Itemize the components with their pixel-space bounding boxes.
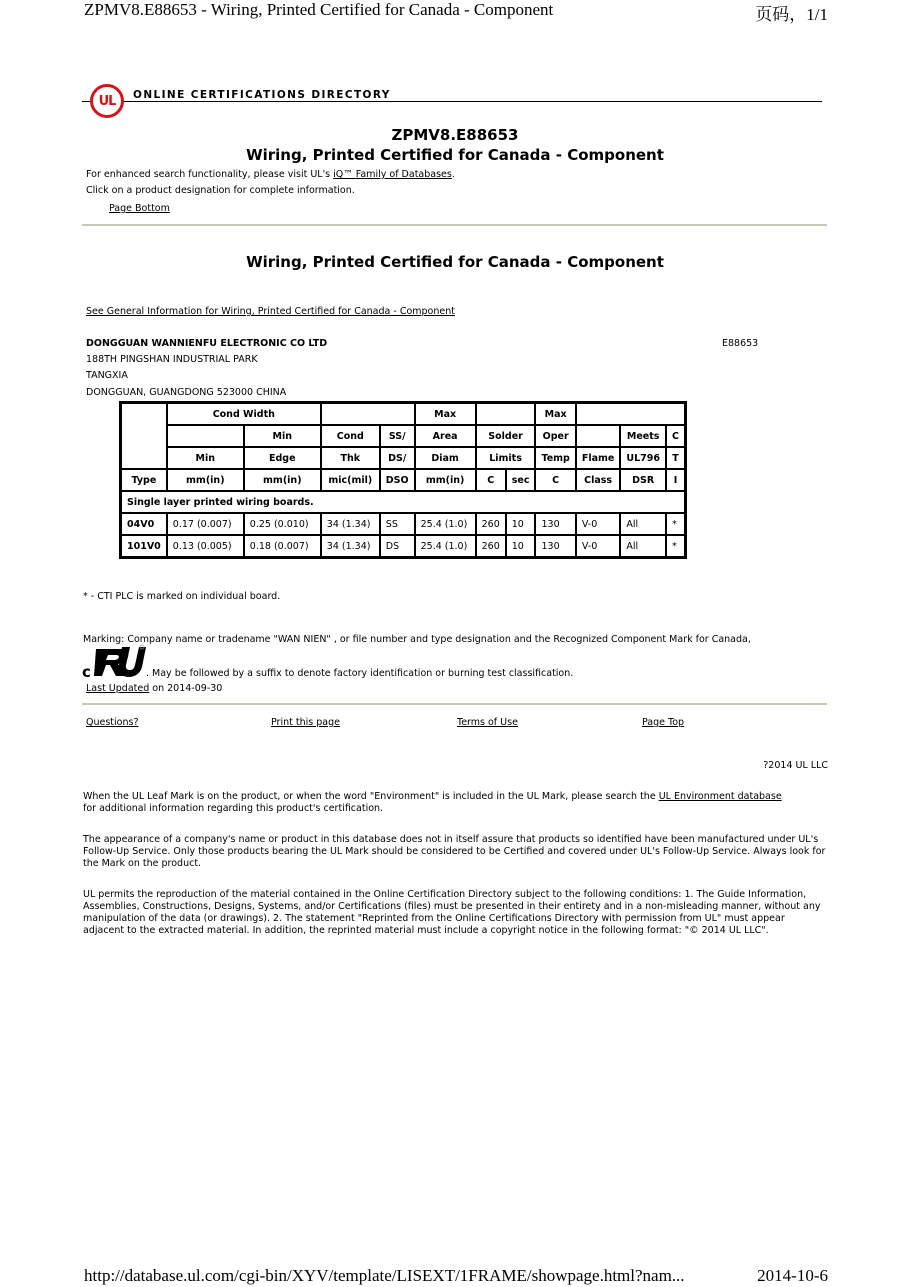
section-title: Wiring, Printed Certified for Canada - Component bbox=[246, 253, 664, 271]
solder-c-cell: 260 bbox=[476, 535, 506, 557]
print-footer-url: http://database.ul.com/cgi-bin/XYV/template/LISEXT/1FRAME/showpage.html?nam... bbox=[84, 1266, 685, 1285]
general-info-link[interactable]: See General Information for Wiring, Printed Certified for Canada - Component bbox=[86, 306, 455, 317]
header-row-1 bbox=[121, 403, 685, 425]
header-cell: Meets bbox=[620, 425, 666, 447]
marking-suffix-text: . May be followed by a suffix to denote factory identification or burning test classification. bbox=[146, 668, 574, 679]
last-updated-link[interactable]: Last Updated bbox=[86, 683, 150, 694]
copyright: ?2014 UL LLC bbox=[763, 760, 828, 771]
print-footer-date: 2014-10-6 bbox=[757, 1266, 828, 1285]
ul-logo-text: UL bbox=[98, 93, 116, 109]
max-area-cell: 25.4 (1.0) bbox=[415, 513, 476, 535]
print-page-link[interactable]: Print this page bbox=[271, 717, 340, 728]
environment-note-suffix: for additional information regarding this product's certification. bbox=[83, 803, 384, 814]
flame-class-cell: V-0 bbox=[576, 513, 621, 535]
page-bottom-link[interactable]: Page Bottom bbox=[109, 203, 170, 214]
header-cell: C bbox=[535, 469, 575, 491]
svg-text:c: c bbox=[82, 663, 91, 679]
cti-cell: * bbox=[666, 513, 685, 535]
type-cell[interactable]: 04V0 bbox=[121, 513, 167, 535]
specifications-table bbox=[119, 401, 687, 559]
environment-note-text: When the UL Leaf Mark is on the product, or when the word "Environment" is included in the UL Mark, please search the bbox=[83, 791, 659, 802]
header-blank bbox=[167, 425, 244, 447]
header-max: Max bbox=[535, 403, 575, 425]
category-code: ZPMV8.E88653 bbox=[391, 126, 519, 144]
search-note-suffix: . bbox=[451, 169, 455, 180]
header-cell: C bbox=[476, 469, 506, 491]
header-cell: mm(in) bbox=[415, 469, 476, 491]
appearance-disclaimer: The appearance of a company's name or product in this database does not in itself assure that products so identified have been manufactured under UL's Follow-Up Service. Only those products bearing the UL Mark should be considered to be Certified and covered under UL's Follow-Up Service. Always look for the Mark on the product. bbox=[83, 834, 826, 869]
header-row-4 bbox=[121, 469, 685, 491]
ul796-cell: All bbox=[620, 535, 666, 557]
max-area-cell: 25.4 (1.0) bbox=[415, 535, 476, 557]
header-blank bbox=[576, 425, 621, 447]
header-row-3 bbox=[121, 447, 685, 469]
ss-ds-cell: SS bbox=[380, 513, 415, 535]
header-cell: Oper bbox=[535, 425, 575, 447]
header-cell: DSO bbox=[380, 469, 415, 491]
table-row bbox=[121, 535, 685, 557]
cti-cell: * bbox=[666, 535, 685, 557]
header-cell: Limits bbox=[476, 447, 536, 469]
divider bbox=[82, 703, 827, 705]
ul796-cell: All bbox=[620, 513, 666, 535]
directory-title: ONLINE CERTIFICATIONS DIRECTORY bbox=[133, 89, 391, 101]
ul-environment-database-link[interactable]: UL Environment database bbox=[658, 791, 782, 802]
header-blank bbox=[321, 403, 415, 425]
header-cell: Temp bbox=[535, 447, 575, 469]
solder-sec-cell: 10 bbox=[506, 535, 536, 557]
search-note-prefix: For enhanced search functionality, please visit UL's bbox=[86, 169, 334, 180]
header-cell: Thk bbox=[321, 447, 380, 469]
header-cell: C bbox=[666, 425, 685, 447]
company-name: DONGGUAN WANNIENFU ELECTRONIC CO LTD bbox=[86, 338, 328, 349]
environment-note bbox=[83, 791, 828, 815]
company-address-1: 188TH PINGSHAN INDUSTRIAL PARK bbox=[86, 354, 258, 365]
marking-text: Marking: Company name or tradename "WAN NIEN" , or file number and type designation and the Recognized Component Mark for Canada, bbox=[83, 634, 751, 645]
table-row bbox=[121, 513, 685, 535]
header-cell: Type bbox=[121, 469, 167, 491]
header-cell: Class bbox=[576, 469, 621, 491]
ul-logo-icon bbox=[90, 84, 124, 118]
type-cell[interactable]: 101V0 bbox=[121, 535, 167, 557]
page-top-link[interactable]: Page Top bbox=[642, 717, 685, 728]
max-oper-cell: 130 bbox=[535, 535, 575, 557]
print-header-title: ZPMV8.E88653 - Wiring, Printed Certified for Canada - Component bbox=[84, 0, 554, 19]
group-label: Single layer printed wiring boards. bbox=[121, 491, 685, 513]
solder-sec-cell: 10 bbox=[506, 513, 536, 535]
print-header bbox=[84, 0, 828, 24]
header-cell: sec bbox=[506, 469, 536, 491]
header-cell: Min bbox=[244, 425, 321, 447]
header-cell: I bbox=[666, 469, 685, 491]
header-cell: Edge bbox=[244, 447, 321, 469]
cond-thk-cell: 34 (1.34) bbox=[321, 535, 380, 557]
min-edge-cell: 0.25 (0.010) bbox=[244, 513, 321, 535]
terms-of-use-link[interactable]: Terms of Use bbox=[457, 717, 518, 728]
header-cond-width: Cond Width bbox=[167, 403, 321, 425]
header-cell: Solder bbox=[476, 425, 536, 447]
company-address-3: DONGGUAN, GUANGDONG 523000 CHINA bbox=[86, 387, 287, 398]
header-max: Max bbox=[415, 403, 476, 425]
footnote: * - CTI PLC is marked on individual board. bbox=[83, 591, 281, 602]
directory-header bbox=[82, 84, 822, 124]
header-cell: mm(in) bbox=[244, 469, 321, 491]
header-cell: Diam bbox=[415, 447, 476, 469]
header-rule bbox=[82, 101, 822, 102]
click-instruction: Click on a product designation for complete information. bbox=[86, 185, 355, 196]
header-cell: Cond bbox=[321, 425, 380, 447]
divider bbox=[82, 224, 827, 226]
page-title: Wiring, Printed Certified for Canada - Component bbox=[246, 146, 664, 164]
header-cell: Area bbox=[415, 425, 476, 447]
header-cell: DSR bbox=[620, 469, 666, 491]
solder-c-cell: 260 bbox=[476, 513, 506, 535]
min-width-cell: 0.17 (0.007) bbox=[167, 513, 244, 535]
header-cell: Flame bbox=[576, 447, 621, 469]
last-updated bbox=[86, 683, 222, 694]
cru-recognized-mark-icon bbox=[82, 643, 146, 679]
ss-ds-cell: DS bbox=[380, 535, 415, 557]
header-row-2 bbox=[121, 425, 685, 447]
print-page-number: 页码，1/1 bbox=[755, 5, 828, 24]
group-row bbox=[121, 491, 685, 513]
header-blank bbox=[476, 403, 536, 425]
cond-thk-cell: 34 (1.34) bbox=[321, 513, 380, 535]
header-blank bbox=[121, 403, 167, 469]
min-width-cell: 0.13 (0.005) bbox=[167, 535, 244, 557]
header-cell: UL796 bbox=[620, 447, 666, 469]
company-address-2: TANGXIA bbox=[86, 370, 128, 381]
header-blank bbox=[576, 403, 685, 425]
header-cell: mic(mil) bbox=[321, 469, 380, 491]
max-oper-cell: 130 bbox=[535, 513, 575, 535]
header-cell: Min bbox=[167, 447, 244, 469]
flame-class-cell: V-0 bbox=[576, 535, 621, 557]
last-updated-date: on 2014-09-30 bbox=[149, 683, 223, 694]
file-number: E88653 bbox=[722, 338, 759, 349]
min-edge-cell: 0.18 (0.007) bbox=[244, 535, 321, 557]
header-cell: mm(in) bbox=[167, 469, 244, 491]
search-note bbox=[86, 169, 455, 180]
header-cell: DS/ bbox=[380, 447, 415, 469]
iq-databases-link[interactable]: iQ™ Family of Databases bbox=[333, 169, 452, 180]
reproduction-notice: UL permits the reproduction of the material contained in the Online Certification Directory subject to the following conditions: 1. The Guide Information, Assemblies, Constructions, Designs, Systems, and/or Certifications (files) must be presented in their entirety and in a non-misleading manner, without any manipulation of the data (or drawings). 2. The statement "Reprinted from the Online Certifications Directory with permission from UL" must appear adjacent to the extracted material. In addition, the reprinted material must include a copyright notice in the following format: "© 2014 UL LLC". bbox=[83, 889, 821, 936]
header-cell: T bbox=[666, 447, 685, 469]
questions-link[interactable]: Questions? bbox=[86, 717, 139, 728]
header-cell: SS/ bbox=[380, 425, 415, 447]
